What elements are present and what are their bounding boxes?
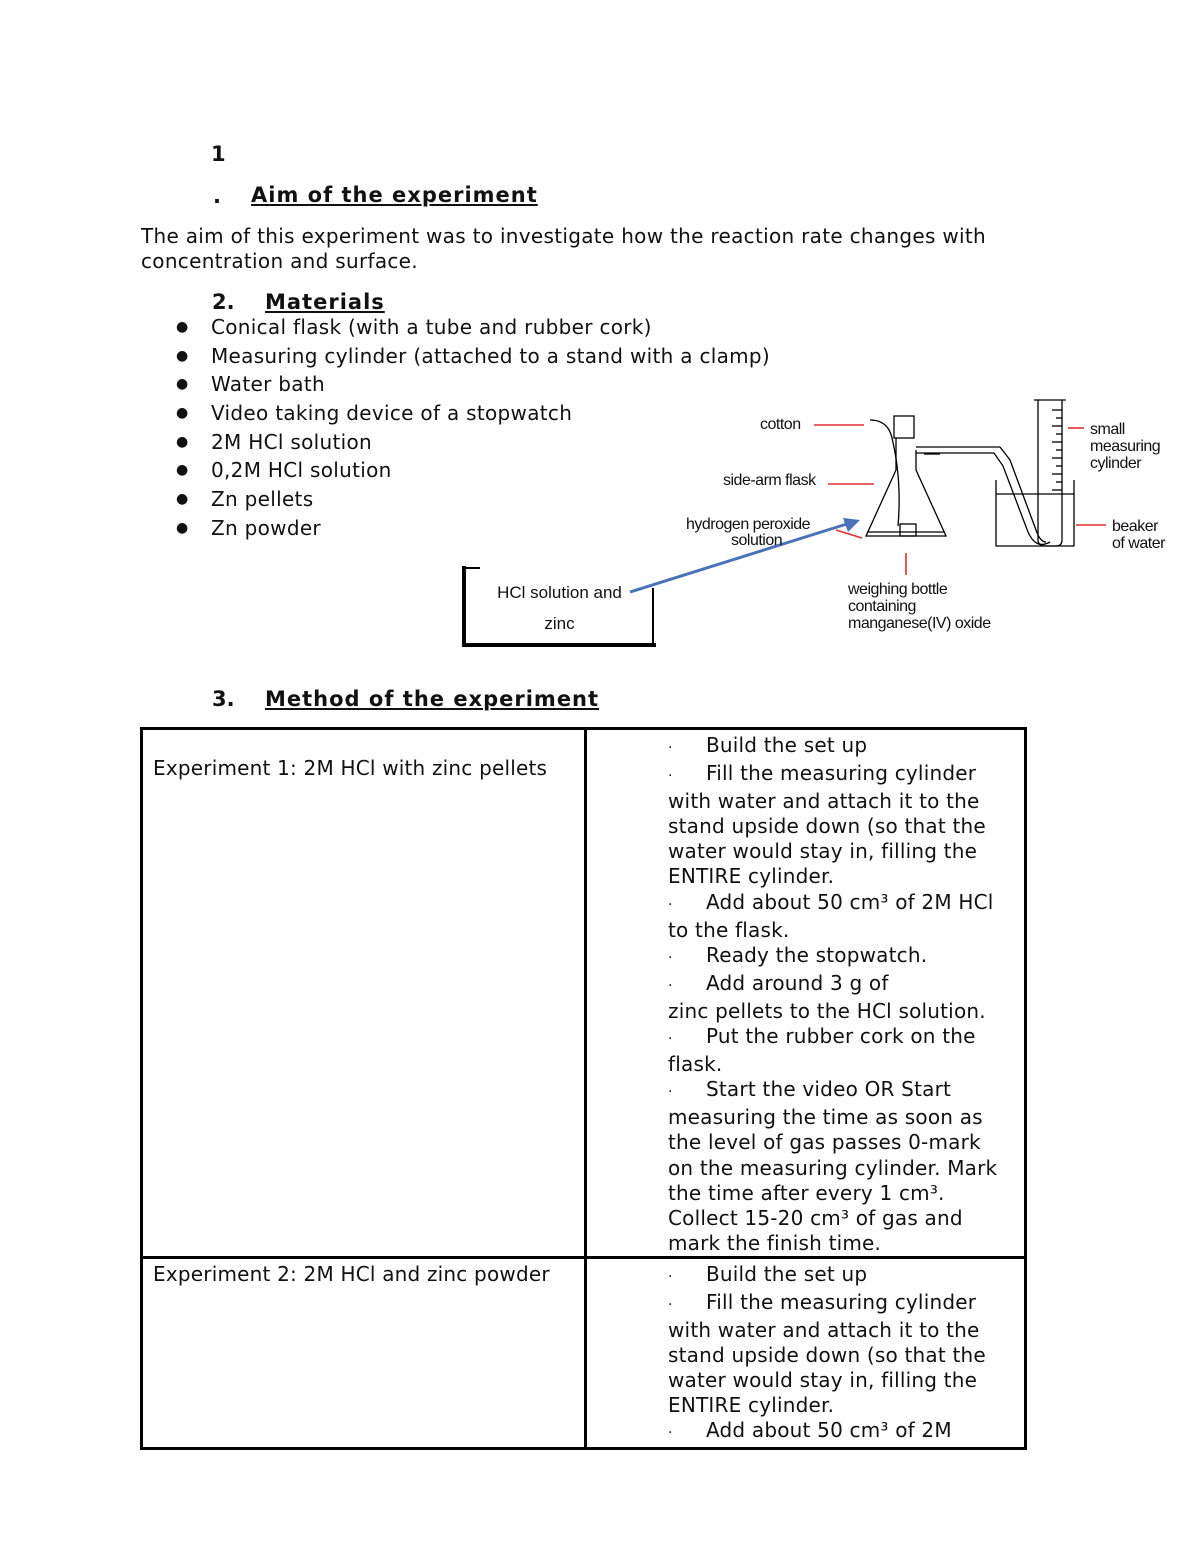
step-line: mark the finish time. [668, 1230, 882, 1255]
step-line: Collect 15-20 cm³ of gas and [668, 1205, 963, 1230]
cotton-label: cotton [760, 416, 801, 433]
step-line [668, 1077, 1014, 1105]
materials-heading: Materials [265, 290, 385, 314]
step-bullet: · [668, 1425, 673, 1442]
beaker-label-2: of water [1112, 535, 1165, 552]
step-line: measuring the time as soon as [668, 1105, 983, 1130]
experiment-2-label: Experiment 2: 2M HCl and zinc powder [153, 1261, 550, 1286]
step-line [668, 1024, 1014, 1052]
aim-text-line-1: The aim of this experiment was to investigate how the reaction rate changes with [141, 224, 987, 248]
section-2-number: 2. [212, 290, 235, 314]
experiment-1-steps [587, 730, 1024, 1256]
step-line [668, 761, 1014, 789]
step-line: stand upside down (so that the [668, 1343, 986, 1368]
method-heading: Method of the experiment [265, 687, 600, 711]
step-line: water would stay in, filling the [668, 1368, 978, 1393]
step-line: with water and attach it to the [668, 1318, 980, 1343]
step-line [668, 943, 1014, 971]
step-text: Fill the measuring cylinder [706, 1289, 977, 1314]
step-text: Add about 50 cm³ of 2M [706, 1418, 952, 1443]
hydrogen-peroxide-label-2: solution [731, 532, 783, 549]
cylinder-label-1: small [1090, 421, 1125, 438]
step-line [668, 1418, 1014, 1446]
list-item: ● Conical flask (with a tube and rubber cork) [176, 315, 652, 339]
step-line [668, 733, 1014, 761]
step-line: on the measuring cylinder. Mark [668, 1155, 998, 1180]
step-text: Build the set up [706, 1261, 868, 1286]
box-text-line-2: zinc [544, 614, 575, 633]
step-bullet: · [668, 1296, 673, 1313]
weighing-label-3: manganese(IV) oxide [848, 615, 991, 632]
aim-text-line-2: concentration and surface. [141, 249, 418, 273]
step-line [668, 890, 1014, 918]
step-line: flask. [668, 1052, 723, 1077]
step-bullet: · [668, 896, 673, 913]
list-item: ● 2M HCl solution [176, 429, 372, 454]
step-bullet: · [668, 740, 673, 756]
side-arm-flask-label: side-arm flask [723, 472, 816, 489]
list-item: ● Zn powder [176, 515, 321, 540]
step-line: ENTIRE cylinder. [668, 864, 835, 889]
step-bullet: · [668, 1268, 673, 1285]
list-item: ● Zn pellets [176, 487, 314, 512]
cylinder-label-3: cylinder [1090, 455, 1142, 472]
hydrogen-peroxide-label-1: hydrogen peroxide [686, 516, 811, 533]
step-line: the time after every 1 cm³. [668, 1180, 945, 1205]
cylinder-label-2: measuring [1090, 438, 1161, 455]
step-bullet: · [668, 1031, 673, 1048]
method-table [140, 727, 1027, 1450]
step-line: water would stay in, filling the [668, 839, 978, 864]
step-line [668, 971, 1014, 999]
step-text: Start the video OR Start [706, 1077, 952, 1102]
box-text-line-1: HCl solution and [497, 583, 622, 602]
table-row [142, 1257, 1026, 1448]
step-line: with water and attach it to the [668, 789, 980, 814]
experiment-1-label: Experiment 1: 2M HCl with zinc pellets [153, 756, 548, 780]
step-text: Ready the stopwatch. [706, 942, 928, 967]
beaker-label-1: beaker [1112, 518, 1158, 535]
aim-heading: Aim of the experiment [251, 183, 538, 207]
step-text: Put the rubber cork on the [706, 1024, 976, 1049]
step-bullet: · [668, 1084, 673, 1101]
section-3-number: 3. [212, 687, 235, 711]
table-row [142, 729, 1026, 1258]
list-item: ● Measuring cylinder (attached to a stand with a clamp) [176, 343, 771, 368]
section-1-number: 1 [211, 142, 226, 166]
list-item: ● Video taking device of a stopwatch [176, 401, 573, 426]
step-line: zinc pellets to the HCl solution. [668, 998, 986, 1023]
step-bullet: · [668, 768, 673, 785]
step-line: stand upside down (so that the [668, 814, 986, 839]
section-1-dot: . [213, 184, 221, 208]
step-text: Add around 3 g of [706, 970, 889, 995]
step-bullet: · [668, 949, 673, 966]
side-arm-flask-drawing [866, 416, 1050, 544]
weighing-label-2: containing [848, 598, 916, 615]
weighing-label-1: weighing bottle [848, 581, 948, 598]
step-text: Build the set up [706, 733, 868, 757]
step-line: to the flask. [668, 917, 790, 942]
list-item: ● Water bath [176, 372, 325, 397]
experiment-2-steps [587, 1259, 1024, 1447]
step-bullet: · [668, 977, 673, 994]
step-text: Fill the measuring cylinder [706, 761, 977, 786]
step-line [668, 1262, 1014, 1290]
step-text: Add about 50 cm³ of 2M HCl [706, 889, 994, 914]
list-item: ● 0,2M HCl solution [176, 458, 392, 483]
step-line: the level of gas passes 0-mark [668, 1130, 981, 1155]
beaker-drawing [996, 400, 1074, 546]
step-line: ENTIRE cylinder. [668, 1393, 835, 1418]
step-line [668, 1290, 1014, 1318]
